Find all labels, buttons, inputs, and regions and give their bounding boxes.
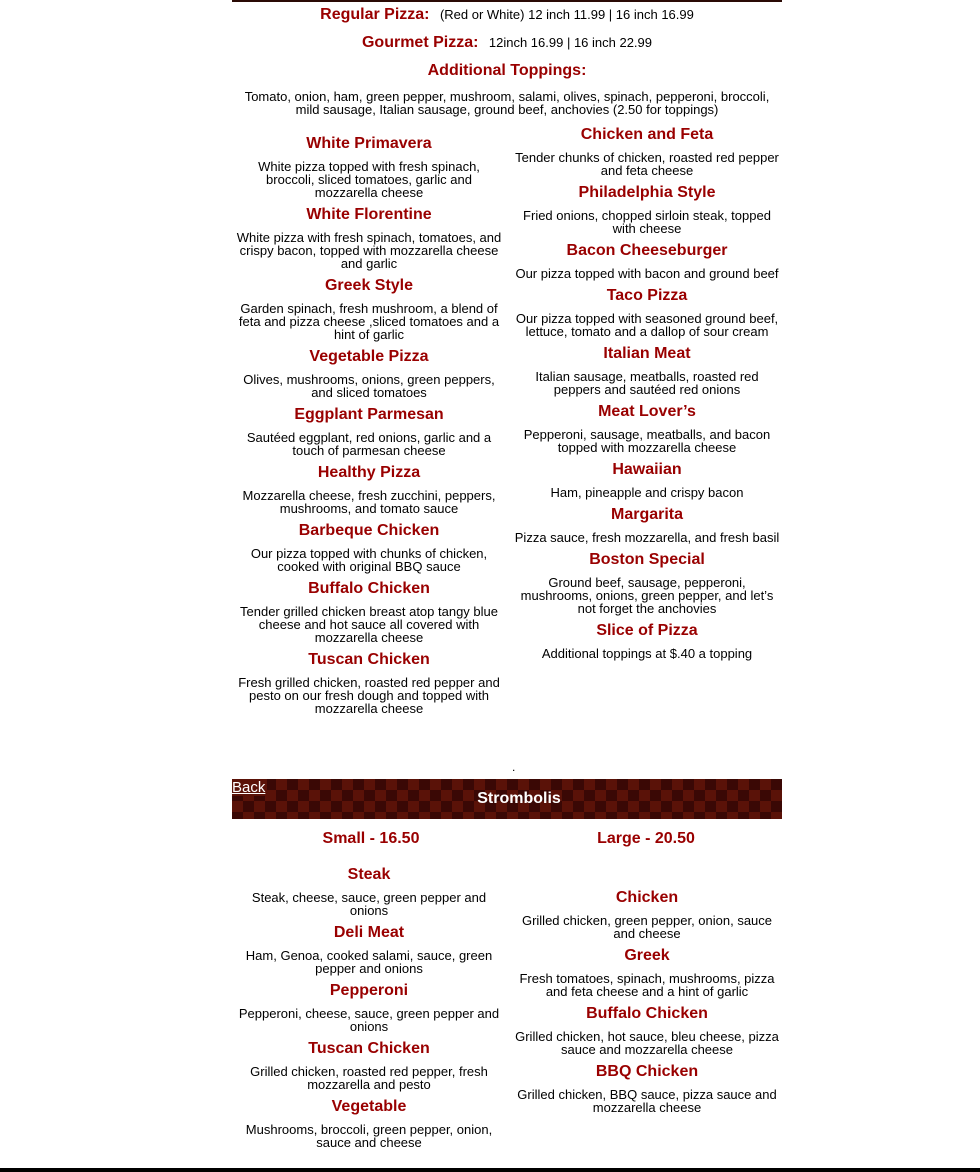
menu-item-name: Boston Special bbox=[589, 551, 705, 568]
menu-item-name: Vegetable Pizza bbox=[309, 348, 429, 365]
top-divider bbox=[232, 0, 782, 2]
menu-item bbox=[234, 205, 504, 270]
menu-item-description: Our pizza topped with chunks of chicken, cooked with original BBQ sauce bbox=[250, 546, 488, 574]
menu-item-description: White pizza with fresh spinach, tomatoes, and crispy bacon, topped with mozzarella cheese and garlic bbox=[236, 230, 502, 271]
menu-item-description: Grilled chicken, roasted red pepper, fresh mozzarella and pesto bbox=[250, 1064, 488, 1092]
menu-item-description: Pizza sauce, fresh mozzarella, and fresh basil bbox=[514, 530, 780, 545]
menu-item-description: Grilled chicken, hot sauce, bleu cheese, pizza sauce and mozzarella cheese bbox=[515, 1029, 779, 1057]
menu-item-description: Ground beef, sausage, pepperoni, mushrooms, onions, green pepper, and let’s not forget the anchovies bbox=[520, 575, 774, 616]
menu-item bbox=[514, 888, 780, 940]
gourmet-pizza-price-row bbox=[232, 34, 782, 52]
bottom-divider bbox=[0, 1168, 980, 1172]
menu-item-description: Sautéed eggplant, red onions, garlic and a touch of parmesan cheese bbox=[246, 430, 492, 458]
menu-item bbox=[236, 1097, 502, 1149]
menu-item-name: Meat Lover’s bbox=[598, 403, 696, 420]
menu-item bbox=[234, 276, 504, 341]
additional-toppings-text: Tomato, onion, ham, green pepper, mushroom, salami, olives, spinach, pepperoni, broccoli, mild sausage, Italian sausage, ground beef, anchovies (2.50 for toppings) bbox=[244, 89, 770, 117]
separator-dot: . bbox=[512, 760, 516, 774]
menu-item-description: Pepperoni, sausage, meatballs, and bacon topped with mozzarella cheese bbox=[523, 427, 771, 455]
menu-item-name: Steak bbox=[347, 866, 391, 883]
regular-pizza-label: Regular Pizza: bbox=[320, 6, 430, 23]
menu-item-name: Buffalo Chicken bbox=[586, 1005, 708, 1022]
menu-item-name: Hawaiian bbox=[612, 461, 682, 478]
menu-item-name: Greek Style bbox=[324, 277, 414, 294]
menu-item bbox=[514, 505, 780, 544]
menu-item-name: White Florentine bbox=[306, 206, 432, 223]
gourmet-pizza-value: 12inch 16.99 | 16 inch 22.99 bbox=[488, 35, 653, 50]
menu-item-description: Our pizza topped with bacon and ground beef bbox=[515, 266, 779, 281]
menu-item-name: Tuscan Chicken bbox=[308, 1040, 430, 1057]
menu-item-name: Healthy Pizza bbox=[317, 464, 421, 481]
menu-item-description: Ham, pineapple and crispy bacon bbox=[550, 485, 744, 500]
menu-item bbox=[234, 650, 504, 715]
gourmet-pizza-right-column bbox=[514, 125, 780, 660]
menu-item-name: Margarita bbox=[610, 506, 684, 523]
menu-item-name: Vegetable bbox=[331, 1098, 407, 1115]
menu-item-name: Tuscan Chicken bbox=[308, 651, 430, 668]
menu-item bbox=[514, 1062, 780, 1114]
menu-item bbox=[236, 865, 502, 917]
menu-item bbox=[514, 1004, 780, 1056]
menu-item bbox=[234, 579, 504, 644]
menu-item bbox=[514, 344, 780, 396]
menu-item bbox=[234, 405, 504, 457]
additional-toppings-title: Additional Toppings: bbox=[427, 62, 587, 79]
stromboli-left-column bbox=[236, 865, 502, 1149]
menu-item bbox=[236, 923, 502, 975]
menu-item bbox=[514, 125, 780, 177]
menu-item-description: Grilled chicken, green pepper, onion, sauce and cheese bbox=[521, 913, 773, 941]
menu-item-name: Slice of Pizza bbox=[596, 622, 698, 639]
menu-item-description: Grilled chicken, BBQ sauce, pizza sauce and mozzarella cheese bbox=[517, 1087, 777, 1115]
menu-item-description: Fried onions, chopped sirloin steak, topped with cheese bbox=[523, 208, 771, 236]
back-link[interactable]: Back bbox=[232, 779, 266, 796]
menu-item-description: Steak, cheese, sauce, green pepper and onions bbox=[251, 890, 487, 918]
menu-item bbox=[234, 134, 504, 199]
menu-item-name: Barbeque Chicken bbox=[298, 522, 440, 539]
menu-item-description: Tender grilled chicken breast atop tangy blue cheese and hot sauce all covered with mozzarella cheese bbox=[240, 604, 498, 645]
menu-item-description: Ham, Genoa, cooked salami, sauce, green pepper and onions bbox=[245, 948, 493, 976]
menu-item bbox=[234, 463, 504, 515]
menu-item-description: Tender chunks of chicken, roasted red pepper and feta cheese bbox=[515, 150, 779, 178]
stromboli-small-price: Small - 16.50 bbox=[322, 830, 420, 847]
menu-item-description: Italian sausage, meatballs, roasted red peppers and sautéed red onions bbox=[535, 369, 759, 397]
menu-item bbox=[234, 347, 504, 399]
menu-item-description: Fresh grilled chicken, roasted red pepper and pesto on our fresh dough and topped with mozzarella cheese bbox=[238, 675, 500, 716]
menu-item-description: Olives, mushrooms, onions, green peppers, and sliced tomatoes bbox=[243, 372, 495, 400]
menu-item-description: Mushrooms, broccoli, green pepper, onion, sauce and cheese bbox=[245, 1122, 493, 1150]
menu-item-name: Pepperoni bbox=[329, 982, 409, 999]
menu-item bbox=[236, 981, 502, 1033]
menu-item-name: Taco Pizza bbox=[606, 287, 688, 304]
menu-item bbox=[514, 402, 780, 454]
gourmet-pizza-label: Gourmet Pizza: bbox=[361, 34, 479, 51]
stromboli-right-column bbox=[514, 888, 780, 1114]
menu-item-name: Bacon Cheeseburger bbox=[566, 242, 728, 259]
menu-item-name: Philadelphia Style bbox=[578, 184, 716, 201]
menu-item bbox=[514, 550, 780, 615]
menu-item bbox=[514, 286, 780, 338]
menu-item bbox=[514, 241, 780, 280]
menu-item bbox=[514, 460, 780, 499]
menu-item-description: Our pizza topped with seasoned ground beef, lettuce, tomato and a dallop of sour cream bbox=[515, 311, 779, 339]
menu-item bbox=[234, 521, 504, 573]
menu-item-description: Pepperoni, cheese, sauce, green pepper and onions bbox=[238, 1006, 500, 1034]
stromboli-large-price: Large - 20.50 bbox=[597, 830, 695, 847]
regular-pizza-price-row bbox=[232, 6, 782, 24]
menu-item-description: White pizza topped with fresh spinach, broccoli, sliced tomatoes, garlic and mozzarella cheese bbox=[258, 159, 480, 200]
menu-item bbox=[236, 1039, 502, 1091]
menu-item-name: White Primavera bbox=[306, 135, 432, 152]
menu-item bbox=[514, 183, 780, 235]
menu-item-name: Buffalo Chicken bbox=[308, 580, 430, 597]
menu-item-name: Deli Meat bbox=[333, 924, 405, 941]
menu-item-name: Greek bbox=[624, 947, 670, 964]
strombolis-header-bar bbox=[232, 779, 782, 819]
menu-item-description: Additional toppings at $.40 a topping bbox=[541, 646, 753, 661]
strombolis-title: Strombolis bbox=[477, 790, 561, 807]
menu-item-description: Mozzarella cheese, fresh zucchini, peppers, mushrooms, and tomato sauce bbox=[242, 488, 496, 516]
menu-item bbox=[514, 946, 780, 998]
menu-item-name: Chicken and Feta bbox=[580, 126, 714, 143]
menu-item-name: Italian Meat bbox=[603, 345, 691, 362]
menu-item-name: Eggplant Parmesan bbox=[294, 406, 444, 423]
menu-item-name: BBQ Chicken bbox=[595, 1063, 699, 1080]
menu-item-description: Garden spinach, fresh mushroom, a blend of feta and pizza cheese ,sliced tomatoes and a hint of garlic bbox=[238, 301, 500, 342]
menu-item bbox=[514, 621, 780, 660]
regular-pizza-value: (Red or White) 12 inch 11.99 | 16 inch 16.99 bbox=[439, 7, 694, 22]
menu-item-name: Chicken bbox=[615, 889, 679, 906]
menu-item-description: Fresh tomatoes, spinach, mushrooms, pizza and feta cheese and a hint of garlic bbox=[519, 971, 775, 999]
gourmet-pizza-left-column bbox=[234, 134, 504, 715]
